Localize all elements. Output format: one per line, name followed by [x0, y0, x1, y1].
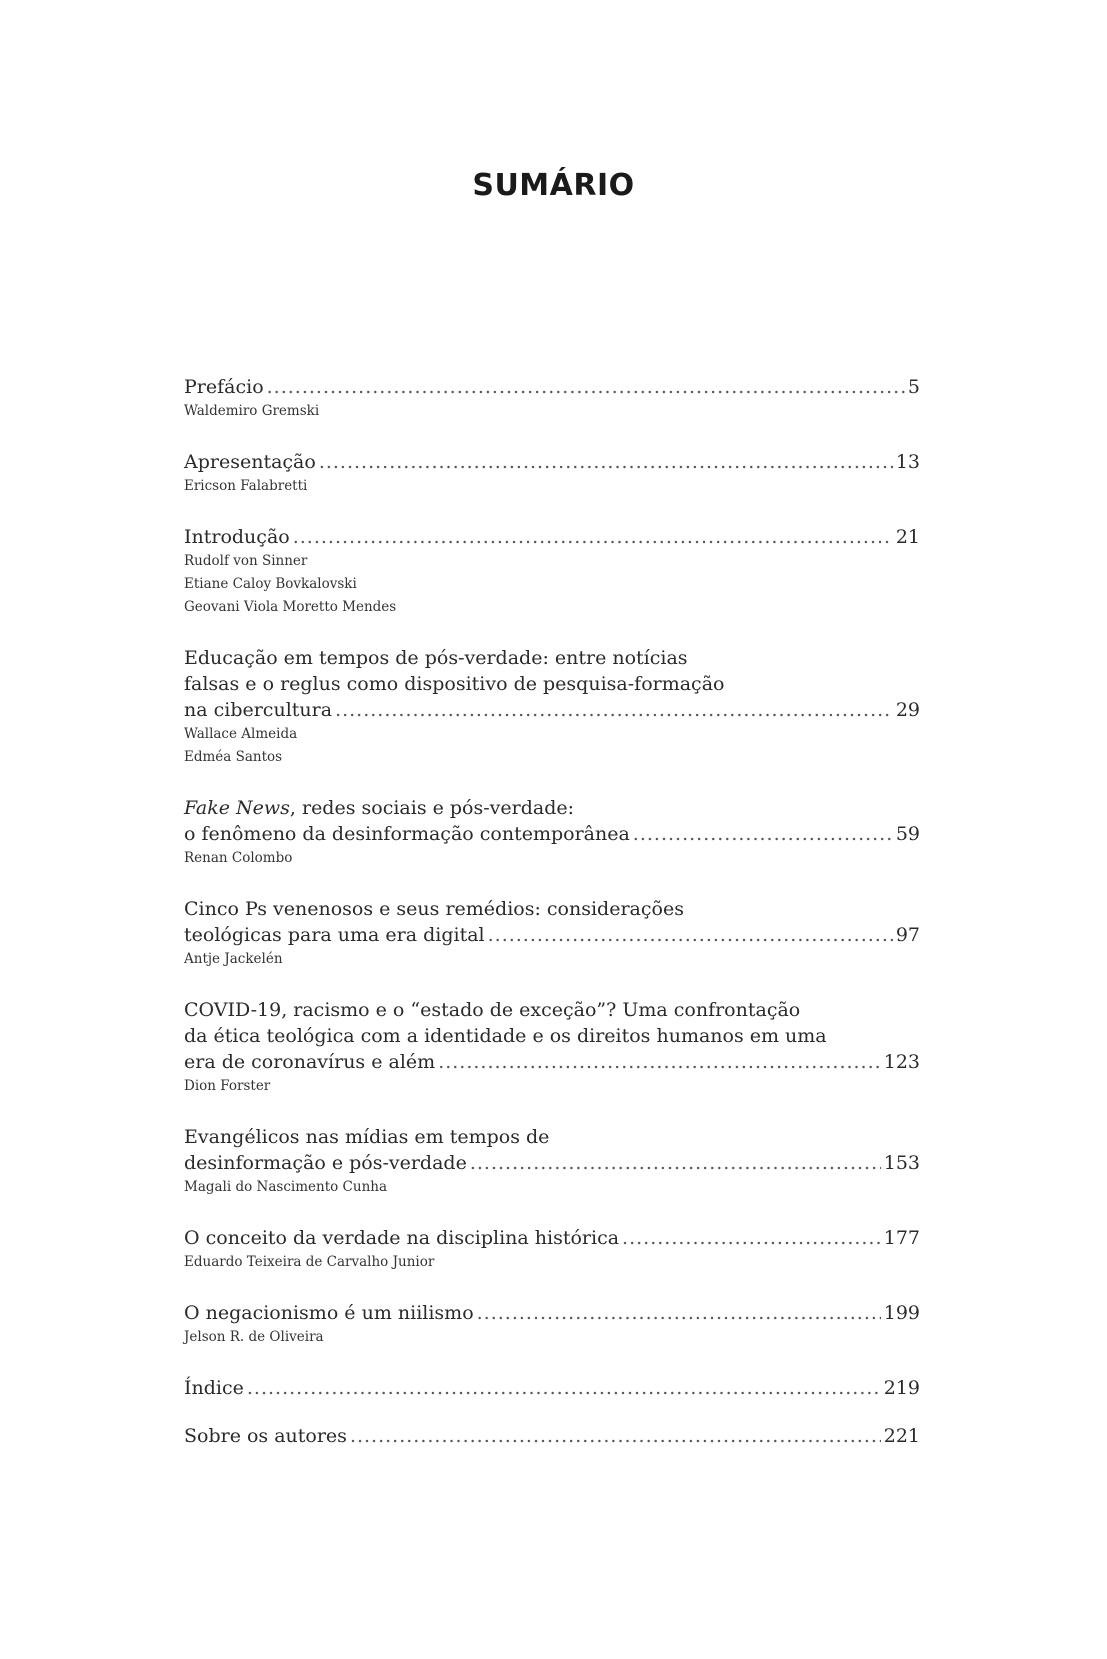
toc-entry [184, 1375, 920, 1401]
toc-entry [184, 374, 920, 423]
toc-entry-title-leader-line [184, 697, 920, 723]
toc-entry-page-number: 21 [895, 526, 920, 548]
toc-entry-page-number: 221 [883, 1425, 920, 1447]
toc-entry-title-leader-line [184, 524, 920, 550]
toc-entry-page-number: 219 [883, 1377, 920, 1399]
toc-entry-page-number: 153 [883, 1152, 920, 1174]
dot-leader [350, 1423, 881, 1449]
toc-entry-title: O conceito da verdade na disciplina histórica [184, 1227, 620, 1249]
toc-entry-title-leader-line [184, 449, 920, 475]
dot-leader [247, 1375, 881, 1401]
toc-entry-title-leader-line [184, 1375, 920, 1401]
dot-leader [267, 374, 905, 400]
toc-entry-page-number: 177 [883, 1227, 920, 1249]
dot-leader [293, 524, 893, 550]
toc-entry-title: Introdução [184, 526, 290, 548]
toc-entry-title: o fenômeno da desinformação contemporânea [184, 823, 630, 845]
toc-entry-title-leader-line [184, 374, 920, 400]
dot-leader [622, 1225, 881, 1251]
toc-entry-author: Wallace Almeida [184, 726, 298, 742]
toc-entry [184, 1300, 920, 1349]
toc-entry [184, 997, 920, 1098]
toc-entry-title-line: Cinco Ps venenosos e seus remédios: considerações [184, 898, 684, 920]
toc-entry-author: Rudolf von Sinner [184, 553, 308, 569]
toc-entry-title: teológicas para uma era digital [184, 924, 485, 946]
dot-leader [488, 922, 893, 948]
toc-entry-page-number: 199 [883, 1302, 920, 1324]
toc-entry-title: desinformação e pós-verdade [184, 1152, 467, 1174]
toc-entry-page-number: 59 [895, 823, 920, 845]
toc-entry-title-leader-line [184, 1300, 920, 1326]
dot-leader [633, 821, 893, 847]
toc-entry-title: era de coronavírus e além [184, 1051, 436, 1073]
toc-entry-author: Dion Forster [184, 1078, 271, 1094]
toc-entry-author: Jelson R. de Oliveira [184, 1329, 324, 1345]
toc-entry-title-leader-line [184, 821, 920, 847]
toc-entry-title: O negacionismo é um niilismo [184, 1302, 474, 1324]
dot-leader [477, 1300, 881, 1326]
toc-entry-title: Índice [184, 1377, 244, 1399]
toc-entry [184, 645, 920, 769]
toc-entry-author: Waldemiro Gremski [184, 403, 320, 419]
toc-entry-page-number: 5 [907, 376, 920, 398]
dot-leader [438, 1049, 881, 1075]
toc-entry-title-leader-line [184, 1150, 920, 1176]
toc-entry-author: Magali do Nascimento Cunha [184, 1179, 388, 1195]
toc-entry-title-line: COVID-19, racismo e o “estado de exceção”? Uma confrontação [184, 999, 801, 1021]
toc-entry-title: Sobre os autores [184, 1425, 347, 1447]
toc-entry-author: Edméa Santos [184, 749, 283, 765]
toc-entry-author: Geovani Viola Moretto Mendes [184, 599, 397, 615]
toc-entry [184, 1225, 920, 1274]
toc-entry-title-line: Evangélicos nas mídias em tempos de [184, 1126, 550, 1148]
toc-entry-title-leader-line [184, 922, 920, 948]
toc-entry-author: Renan Colombo [184, 850, 293, 866]
toc-entry [184, 1423, 920, 1449]
toc-entry-author: Ericson Falabretti [184, 478, 308, 494]
toc-entry [184, 449, 920, 498]
toc-entry [184, 896, 920, 971]
toc-entry-page-number: 97 [895, 924, 920, 946]
toc-entry-page-number: 13 [895, 451, 920, 473]
dot-leader [319, 449, 893, 475]
toc-entry-title-line: da ética teológica com a identidade e os direitos humanos em uma [184, 1025, 827, 1047]
toc-entry-title-line: Educação em tempos de pós-verdade: entre notícias [184, 647, 688, 669]
table-of-contents [184, 374, 920, 1475]
toc-entry-author: Eduardo Teixeira de Carvalho Junior [184, 1254, 435, 1270]
toc-entry [184, 524, 920, 619]
toc-entry-title: Prefácio [184, 376, 264, 398]
dot-leader [470, 1150, 881, 1176]
toc-entry-page-number: 29 [895, 699, 920, 721]
toc-entry-title-leader-line [184, 1225, 920, 1251]
toc-entry-page-number: 123 [883, 1051, 920, 1073]
toc-entry-title-italic: Fake News [184, 797, 290, 819]
toc-entry [184, 795, 920, 870]
toc-entry-title: Apresentação [184, 451, 316, 473]
toc-entry-author: Etiane Caloy Bovkalovski [184, 576, 357, 592]
toc-entry-title-rest: , redes sociais e pós-verdade: [289, 797, 575, 819]
toc-entry-author: Antje Jackelén [184, 951, 283, 967]
toc-entry-title: na cibercultura [184, 699, 333, 721]
toc-entry [184, 1124, 920, 1199]
toc-entry-title-line: falsas e o reglus como dispositivo de pesquisa-formação [184, 673, 725, 695]
toc-entry-title-line [184, 795, 920, 821]
toc-entry-title-leader-line [184, 1423, 920, 1449]
page-title: SUMÁRIO [472, 168, 635, 203]
toc-entry-title-leader-line [184, 1049, 920, 1075]
dot-leader [335, 697, 893, 723]
